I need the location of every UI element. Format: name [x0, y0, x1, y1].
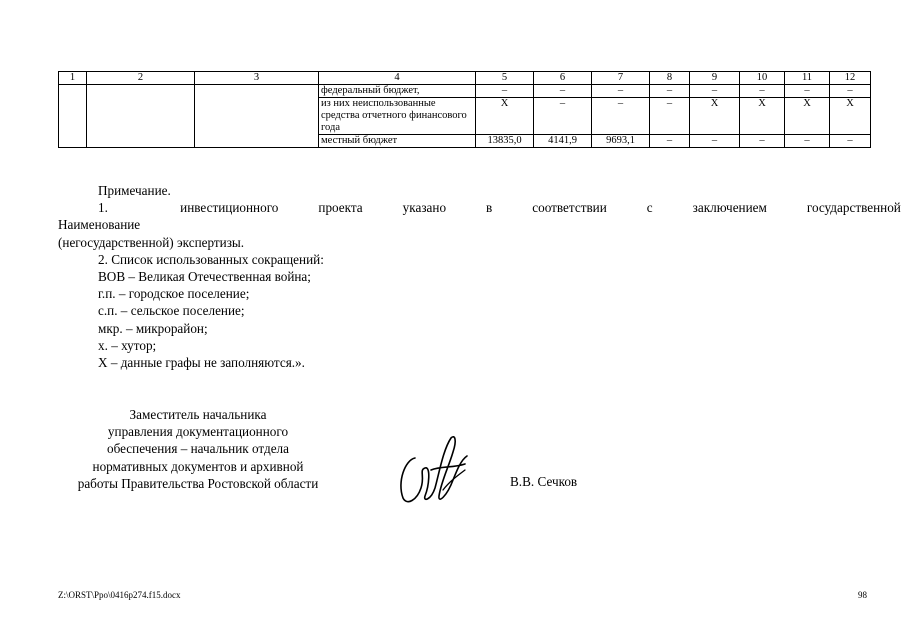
handwritten-signature — [395, 430, 475, 510]
table-cell: – — [830, 85, 871, 98]
abbr-item: мкр. – микрорайон; — [98, 320, 208, 336]
col-header: 8 — [650, 72, 690, 85]
abbr-item: г.п. – городское поселение; — [98, 286, 250, 302]
abbr-item: х. – хутор; — [98, 337, 157, 353]
table-cell: – — [830, 135, 871, 148]
word: в — [486, 200, 493, 216]
signatory-position — [58, 406, 338, 492]
note-item-1-cont: (негосударственной) экспертизы. — [58, 234, 245, 250]
word: 1. Наименование — [58, 200, 141, 233]
note-item-2: 2. Список использованных сокращений: — [98, 251, 324, 267]
empty-cell — [59, 85, 87, 148]
row-label: федеральный бюджет, — [319, 85, 476, 98]
col-header: 10 — [740, 72, 785, 85]
table-cell: – — [785, 85, 830, 98]
col-header: 12 — [830, 72, 871, 85]
table-cell: – — [785, 135, 830, 148]
row-label: местный бюджет — [319, 135, 476, 148]
word: проекта — [318, 200, 363, 216]
table-cell: – — [650, 98, 690, 135]
col-header: 1 — [59, 72, 87, 85]
table-cell: Х — [785, 98, 830, 135]
note-item-1-line — [58, 199, 901, 233]
word: указано — [402, 200, 447, 216]
table-cell: Х — [830, 98, 871, 135]
table-cell: 13835,0 — [476, 135, 534, 148]
table-cell: 4141,9 — [534, 135, 592, 148]
note-section — [58, 182, 901, 371]
word: соответствии — [532, 200, 607, 216]
position-line: нормативных документов и архивной — [92, 458, 304, 474]
row-label: из них неиспользованные средства отчетного финансового года — [319, 98, 476, 135]
table-cell: Х — [690, 98, 740, 135]
table-cell: – — [690, 135, 740, 148]
table-cell: – — [650, 135, 690, 148]
table-row — [59, 85, 871, 98]
abbr-item: Х – данные графы не заполняются.». — [98, 355, 305, 371]
table-cell: – — [740, 85, 785, 98]
empty-cell — [195, 85, 319, 148]
table-cell: – — [534, 85, 592, 98]
table-cell: – — [592, 98, 650, 135]
empty-cell — [87, 85, 195, 148]
word: заключением — [692, 200, 767, 216]
note-title: Примечание. — [98, 183, 171, 198]
file-path: Z:\ORST\Ppo\0416p274.f15.docx — [58, 590, 181, 600]
col-header: 2 — [87, 72, 195, 85]
position-line: работы Правительства Ростовской области — [77, 475, 319, 491]
table-cell: 9693,1 — [592, 135, 650, 148]
col-header: 5 — [476, 72, 534, 85]
col-header: 6 — [534, 72, 592, 85]
signer-name: В.В. Сечков — [510, 474, 578, 489]
note-item-1 — [58, 199, 901, 233]
position-line: обеспечения – начальник отдела — [106, 441, 289, 457]
col-header: 9 — [690, 72, 740, 85]
table-cell: – — [592, 85, 650, 98]
col-header: 3 — [195, 72, 319, 85]
table-cell: – — [690, 85, 740, 98]
word: государственной — [806, 200, 901, 216]
word: инвестиционного — [180, 200, 279, 216]
col-header: 11 — [785, 72, 830, 85]
page-number: 98 — [858, 590, 867, 600]
table-cell: Х — [740, 98, 785, 135]
table-cell: – — [650, 85, 690, 98]
table-header-row — [59, 72, 871, 85]
table-cell: Х — [476, 98, 534, 135]
col-header: 7 — [592, 72, 650, 85]
position-line: управления документационного — [107, 424, 289, 440]
budget-table — [58, 71, 871, 148]
table-cell: – — [476, 85, 534, 98]
table-cell: – — [740, 135, 785, 148]
abbr-item: ВОВ – Великая Отечественная война; — [98, 269, 311, 285]
position-line: Заместитель начальника — [129, 407, 267, 422]
abbr-item: с.п. – сельское поселение; — [98, 303, 245, 319]
word: с — [646, 200, 653, 216]
col-header: 4 — [319, 72, 476, 85]
table-cell: – — [534, 98, 592, 135]
